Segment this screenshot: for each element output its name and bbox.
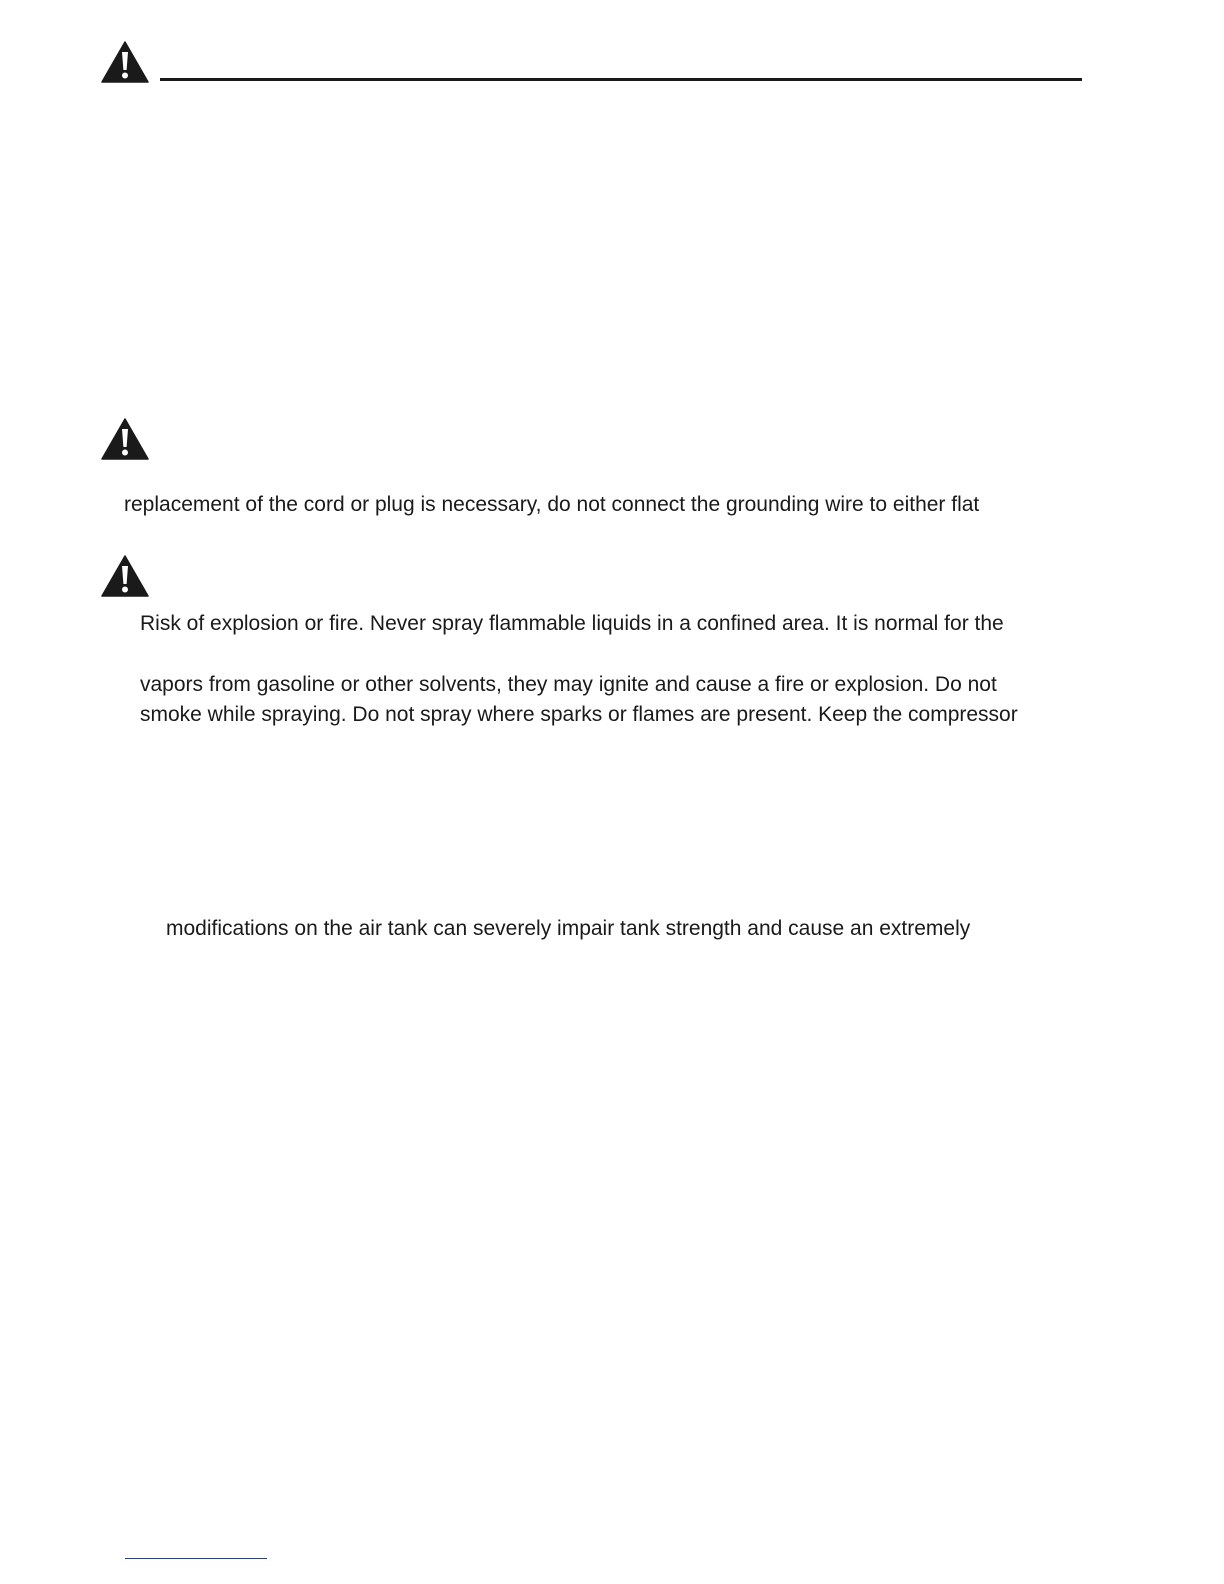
warning-triangle-icon (101, 555, 149, 597)
air-tank-warning-text: modifications on the air tank can severely impair tank strength and cause an extremely (166, 917, 971, 940)
explosion-warning-text-line-3: smoke while spraying. Do not spray where sparks or flames are present. Keep the compressor (140, 703, 1018, 726)
section-header-rule (160, 78, 1082, 81)
warning-triangle-icon (101, 418, 149, 460)
warning-triangle-icon (101, 41, 149, 83)
footer-link-underline (125, 1558, 267, 1559)
explosion-warning-text-line-2: vapors from gasoline or other solvents, they may ignite and cause a fire or explosion. Do not (140, 673, 997, 696)
explosion-warning-text-line-1: Risk of explosion or fire. Never spray flammable liquids in a confined area. It is normal for the (140, 612, 1004, 635)
grounding-warning-text: replacement of the cord or plug is necessary, do not connect the grounding wire to either flat (124, 493, 980, 516)
